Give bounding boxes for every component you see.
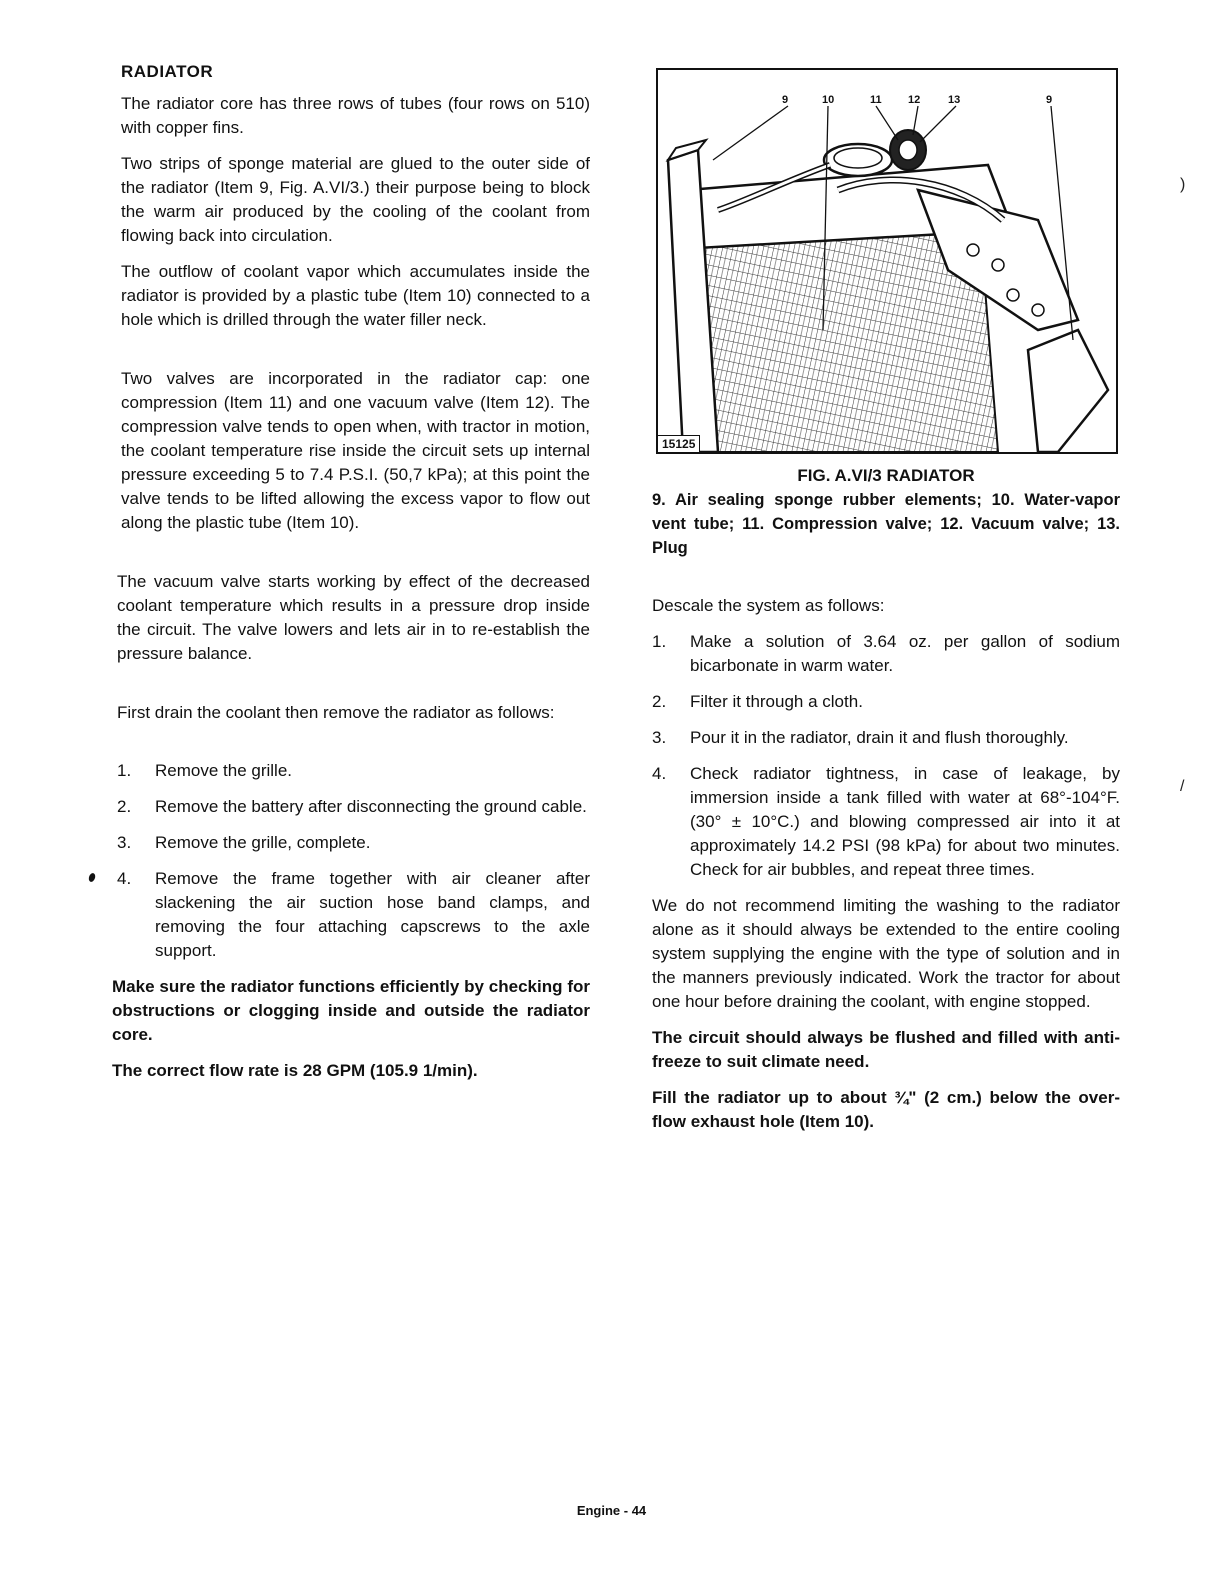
right-frame-post bbox=[1028, 330, 1108, 452]
radiator-illustration bbox=[658, 70, 1116, 452]
step-text: Filter it through a cloth. bbox=[690, 692, 863, 711]
paragraph-antifreeze: The circuit should always be flushed and filled with anti-freeze to suit climate need. bbox=[652, 1028, 1120, 1071]
paragraph-valves: Two valves are incorporated in the radiator cap: one compression (Item 11) and one vacuum valve (Item 12). The compression valve tends to open when, with tractor in motion, the coolant temperature rise inside the circuit sets up internal pressure exceeding 5 to 7.4 P.S.I. (50,7 kPa); at this point the valve tends to be lifted allowing the excess vapor to flow out along the plastic tube (Item 10). bbox=[121, 369, 590, 532]
list-item bbox=[117, 795, 590, 819]
callout-label: 9 bbox=[782, 94, 789, 106]
left-column bbox=[112, 62, 590, 1083]
step-text: Remove the grille, complete. bbox=[155, 833, 371, 852]
paragraph-sponge: Two strips of sponge material are glued to the outer side of the radiator (Item 9, Fig. A.VI/3.) their purpose being to block the warm air produced by the cooling of the coolant from flowing back into circulation. bbox=[121, 154, 590, 245]
step-number: 4. bbox=[117, 869, 132, 888]
step-text: Remove the frame together with air cleaner after slackening the air suction hose band clamps, and removing the four attaching capscrews to the axle support. bbox=[155, 869, 590, 960]
step-number: 3. bbox=[117, 833, 132, 852]
figure-number: 15125 bbox=[658, 435, 700, 452]
margin-mark: / bbox=[1180, 778, 1185, 795]
step-text: Pour it in the radiator, drain it and flush thoroughly. bbox=[690, 728, 1069, 747]
section-heading: RADIATOR bbox=[121, 62, 214, 81]
list-item bbox=[652, 690, 1120, 714]
step-number: 2. bbox=[117, 797, 132, 816]
list-item bbox=[652, 726, 1120, 750]
step-text: Remove the battery after disconnecting the ground cable. bbox=[155, 797, 587, 816]
paragraph-vacuum-valve: The vacuum valve starts working by effect of the decreased coolant temperature which results in a pressure drop inside the circuit. The valve lowers and lets air in to re-establish the pressure balance. bbox=[117, 572, 590, 663]
list-item bbox=[117, 831, 590, 855]
step-number: 3. bbox=[652, 728, 667, 747]
callout-label: 9 bbox=[1046, 94, 1053, 106]
step-text: Remove the grille. bbox=[155, 761, 293, 780]
figure-title: FIG. A.VI/3 RADIATOR bbox=[797, 466, 975, 485]
descale-intro: Descale the system as follows: bbox=[652, 596, 885, 615]
step-text: Check radiator tightness, in case of leakage, by immersion inside a tank filled with water at 68°-104°F. (30° ± 10°C.) and blowing compressed air into it at approximately 14.2 PSI (98 kPa) for about two minutes. Check for air bubbles, and repeat three times. bbox=[690, 764, 1120, 879]
paragraph-washing: We do not recommend limiting the washing to the radiator alone as it should always be extended to the entire cooling system supplying the engine with the type of solution and in the manners previously indicated. Work the tractor for about one hour before draining the coolant, with engine stopped. bbox=[652, 896, 1120, 1011]
callout-label: 10 bbox=[822, 94, 835, 106]
right-column bbox=[652, 68, 1120, 1134]
paragraph-vapor-outflow: The outflow of coolant vapor which accumulates inside the radiator is provided by a plastic tube (Item 10) connected to a hole which is drilled through the water filler neck. bbox=[121, 262, 590, 329]
step-number: 1. bbox=[117, 761, 132, 780]
paragraph-efficiency-check: Make sure the radiator functions efficiently by checking for obstructions or clogging inside and outside the radiator core. bbox=[112, 977, 590, 1044]
figure-caption: 9. Air sealing sponge rubber elements; 10. Water-vapor vent tube; 11. Compression valve; 12. Vacuum valve; 13. Plug bbox=[652, 491, 1120, 557]
paragraph-core: The radiator core has three rows of tubes (four rows on 510) with copper fins. bbox=[121, 94, 590, 137]
page-footer: Engine - 44 bbox=[576, 1503, 647, 1518]
callout-label: 11 bbox=[870, 94, 882, 106]
paragraph-flow-rate: The correct flow rate is 28 GPM (105.9 1/min). bbox=[112, 1061, 478, 1080]
list-item bbox=[117, 759, 590, 783]
removal-steps bbox=[117, 759, 590, 963]
paragraph-fill-level: Fill the radiator up to about ¾" (2 cm.) below the over-flow exhaust hole (Item 10). bbox=[652, 1088, 1120, 1131]
margin-bullet-mark bbox=[88, 872, 97, 883]
callout-label: 13 bbox=[948, 94, 961, 106]
descale-steps bbox=[652, 630, 1120, 882]
step-number: 4. bbox=[652, 764, 667, 783]
step-number: 2. bbox=[652, 692, 667, 711]
step-number: 1. bbox=[652, 632, 667, 651]
list-item bbox=[117, 867, 590, 963]
paragraph-drain-intro: First drain the coolant then remove the radiator as follows: bbox=[117, 703, 555, 722]
list-item bbox=[652, 762, 1120, 882]
step-text: Make a solution of 3.64 oz. per gallon of sodium bicarbonate in warm water. bbox=[690, 632, 1120, 675]
callout-label: 12 bbox=[908, 94, 921, 106]
radiator-figure bbox=[656, 68, 1118, 454]
list-item bbox=[652, 630, 1120, 678]
margin-mark: ) bbox=[1180, 176, 1186, 193]
